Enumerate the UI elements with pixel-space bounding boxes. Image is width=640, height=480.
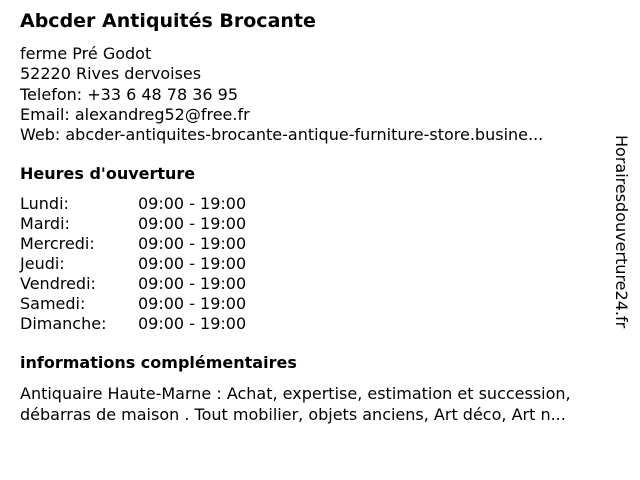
day-hours: 09:00 - 19:00	[138, 274, 247, 293]
day-hours: 09:00 - 19:00	[138, 234, 247, 253]
hours-heading: Heures d'ouverture	[20, 164, 196, 183]
website-link[interactable]: Web: abcder-antiquites-brocante-antique-furniture-store.busine...	[20, 125, 544, 145]
day-label: Jeudi:	[20, 254, 65, 273]
day-label: Vendredi:	[20, 274, 96, 293]
day-label: Dimanche:	[20, 314, 107, 333]
day-hours: 09:00 - 19:00	[138, 194, 247, 213]
address-street: ferme Pré Godot	[20, 44, 152, 63]
info-line-1: Antiquaire Haute-Marne : Achat, expertise, estimation et succession,	[20, 384, 571, 403]
day-hours: 09:00 - 19:00	[138, 294, 247, 313]
address-city: 52220 Rives dervoises	[20, 64, 202, 84]
info-line-2: débarras de maison . Tout mobilier, objets anciens, Art déco, Art n...	[20, 405, 566, 424]
day-label: Lundi:	[20, 194, 69, 213]
day-hours: 09:00 - 19:00	[138, 214, 247, 233]
day-label: Samedi:	[20, 294, 86, 313]
day-hours: 09:00 - 19:00	[138, 314, 247, 333]
business-name: Abcder Antiquités Brocante	[20, 10, 316, 32]
watermark-text: Horairesdouverture24.fr	[612, 135, 631, 329]
day-label: Mardi:	[20, 214, 70, 233]
info-heading: informations complémentaires	[20, 353, 297, 372]
day-hours: 09:00 - 19:00	[138, 254, 247, 273]
contact-block	[20, 44, 543, 145]
info-description	[20, 383, 571, 425]
email-address[interactable]: Email: alexandreg52@free.fr	[20, 104, 250, 124]
phone-number[interactable]: Telefon: +33 6 48 78 36 95	[20, 84, 239, 104]
day-label: Mercredi:	[20, 234, 95, 253]
